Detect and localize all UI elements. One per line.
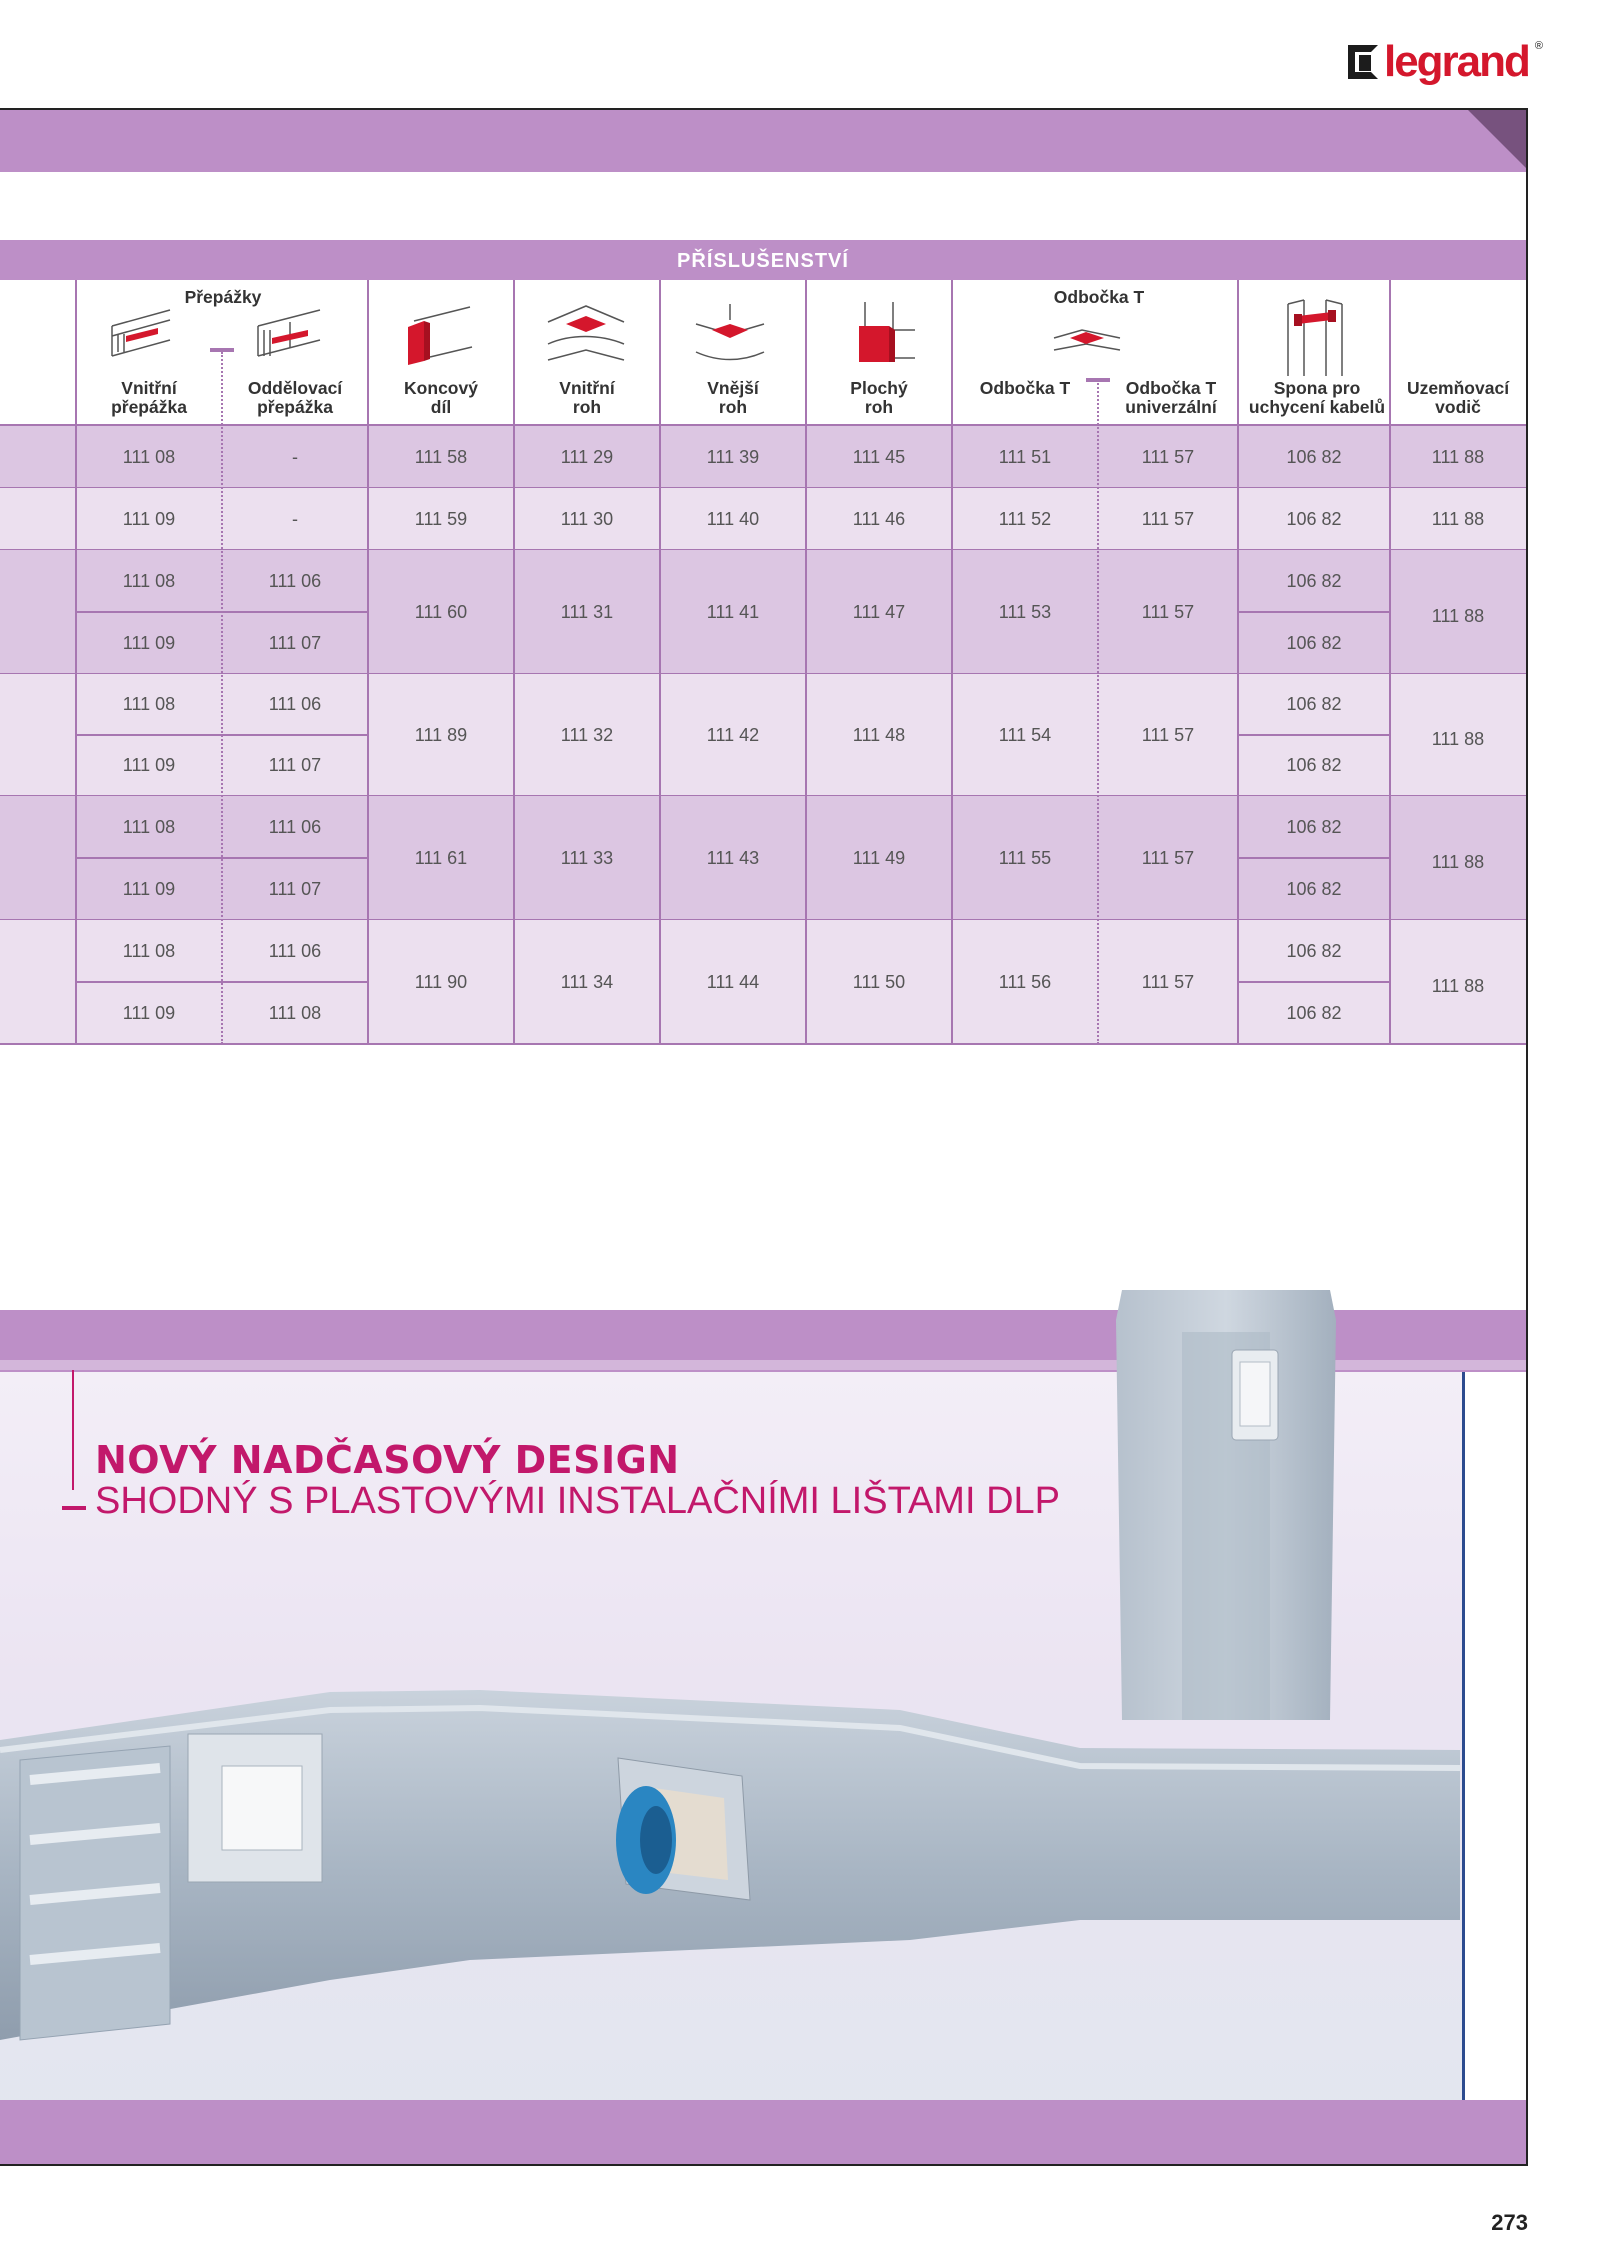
table-cell: 111 51 [998,447,1052,467]
table-cell: 111 49 [852,848,906,868]
col-header-oddelovaci-prepazka: Oddělovací přepážka [247,378,343,417]
table-cell: - [292,447,298,467]
table-cell: 111 39 [706,447,760,467]
table-cell: 111 52 [998,509,1052,529]
headline-light: SHODNÝ S PLASTOVÝMI INSTALAČNÍMI LIŠTAMI DLP [95,1480,1060,1522]
table-cell: 111 57 [1141,848,1195,868]
table-cell: 111 09 [122,633,176,653]
table-cell: 111 88 [1431,447,1485,467]
table-cell: 111 29 [560,447,614,467]
column-divider-dotted [1097,380,1099,1044]
table-cell: 111 88 [1431,509,1485,529]
col-header-koncovy-dil: Koncový díl [404,378,478,417]
headline-accent-vertical [72,1370,74,1490]
table-cell: 111 06 [268,817,322,837]
subrow-divider [1238,734,1390,736]
table-cell: - [292,509,298,529]
table-cell: 111 48 [852,725,906,745]
table-cell: 106 82 [1286,1003,1342,1023]
table-cell: 111 08 [122,941,176,961]
column-divider-dotted [221,352,223,1044]
table-cell: 111 50 [852,972,906,992]
table-cell: 111 31 [560,602,614,622]
page-number: 273 [1491,2210,1528,2235]
table-cell: 111 57 [1141,972,1195,992]
group-label-prepazky: Přepážky [184,287,262,307]
table-cell: 111 56 [998,972,1052,992]
column-divider [1237,280,1239,1044]
table-cell: 111 41 [706,602,760,622]
group-label-odbocka-t: Odbočka T [1053,287,1145,307]
frame-bottom-line [0,2164,1528,2166]
table-cell: 111 09 [122,509,176,529]
panel-right-border [1462,1372,1465,2134]
table-cell: 111 60 [414,602,468,622]
table-cell: 111 08 [122,817,176,837]
table-cell: 111 57 [1141,509,1195,529]
table-cell: 111 45 [852,447,906,467]
table-cell: 106 82 [1286,633,1342,653]
table-cell: 111 08 [122,447,176,467]
subrow-divider [1238,611,1390,613]
col-header-odbocka-t-univerzalni: Odbočka T univerzální [1125,378,1217,417]
table-cell: 111 08 [122,571,176,591]
table-cell: 111 88 [1431,606,1485,626]
cable-trunking-illustration [0,1280,1520,2134]
table-cell: 111 55 [998,848,1052,868]
table-cell: 111 06 [268,941,322,961]
table-cell: 106 82 [1286,879,1342,899]
table-cell: 106 82 [1286,447,1342,467]
table-cell: 111 58 [414,447,468,467]
table-cell: 111 44 [706,972,760,992]
table-cell: 111 09 [122,755,176,775]
table-cell: 111 09 [122,1003,176,1023]
table-cell: 111 30 [560,509,614,529]
table-cell: 111 07 [268,755,322,775]
table-cell: 111 57 [1141,725,1195,745]
table-cell: 111 57 [1141,602,1195,622]
table-cell: 111 42 [706,725,760,745]
logo-text: legrand [1383,37,1529,86]
group-connector [1086,378,1110,382]
table-cell: 111 59 [414,509,468,529]
column-divider [805,280,807,1044]
col-header-vnejsi-roh: Vnější roh [707,378,759,417]
column-divider [75,280,77,1044]
col-header-odbocka-t: Odbočka T [979,378,1071,398]
column-divider [659,280,661,1044]
table-cell: 111 89 [414,725,468,745]
subrow-divider [1238,857,1390,859]
table-cell: 106 82 [1286,755,1342,775]
table-cell: 111 57 [1141,447,1195,467]
table-cell: 106 82 [1286,817,1342,837]
table-body [0,0,1600,1100]
table-cell: 111 90 [414,972,468,992]
table-cell: 111 34 [560,972,614,992]
subrow-divider [1238,981,1390,983]
table-cell: 111 88 [1431,852,1485,872]
table-cell: 111 46 [852,509,906,529]
table-cell: 111 40 [706,509,760,529]
table-cell: 111 08 [122,694,176,714]
table-cell: 111 47 [852,602,906,622]
table-cell: 106 82 [1286,941,1342,961]
group-connector [210,348,234,352]
column-divider [513,280,515,1044]
col-header-plochy-roh: Plochý roh [850,378,908,417]
table-cell: 106 82 [1286,509,1342,529]
headline-bold: NOVÝ NADČASOVÝ DESIGN [95,1438,680,1482]
table-cell: 111 09 [122,879,176,899]
header-divider [0,424,1526,426]
table-cell: 111 33 [560,848,614,868]
col-header-vnitrni-prepazka: Vnitřní přepážka [111,378,187,417]
table-cell: 111 06 [268,694,322,714]
table-cell: 111 32 [560,725,614,745]
col-header-vnitrni-roh: Vnitřní roh [559,378,615,417]
table-cell: 111 08 [268,1003,322,1023]
accessories-title: PŘÍSLUŠENSTVÍ [0,240,1526,280]
table-cell: 111 61 [414,848,468,868]
table-cell: 111 07 [268,633,322,653]
table-cell: 111 43 [706,848,760,868]
footer-band [0,2100,1526,2164]
table-cell: 111 88 [1431,729,1485,749]
col-header-spona: Spona pro uchycení kabelů [1248,378,1386,417]
col-header-uzemnovaci-vodic: Uzemňovací vodič [1406,378,1510,417]
headline-accent-horizontal [62,1506,86,1510]
table-cell: 106 82 [1286,694,1342,714]
table-cell: 111 07 [268,879,322,899]
table-cell: 111 06 [268,571,322,591]
table-cell: 106 82 [1286,571,1342,591]
table-cell: 111 53 [998,602,1052,622]
column-divider [951,280,953,1044]
table-cell: 111 88 [1431,976,1485,996]
row-divider [0,1043,1526,1045]
column-divider [1389,280,1391,1044]
column-divider [367,280,369,1044]
registered-mark: ® [1534,40,1543,52]
table-cell: 111 54 [998,725,1052,745]
